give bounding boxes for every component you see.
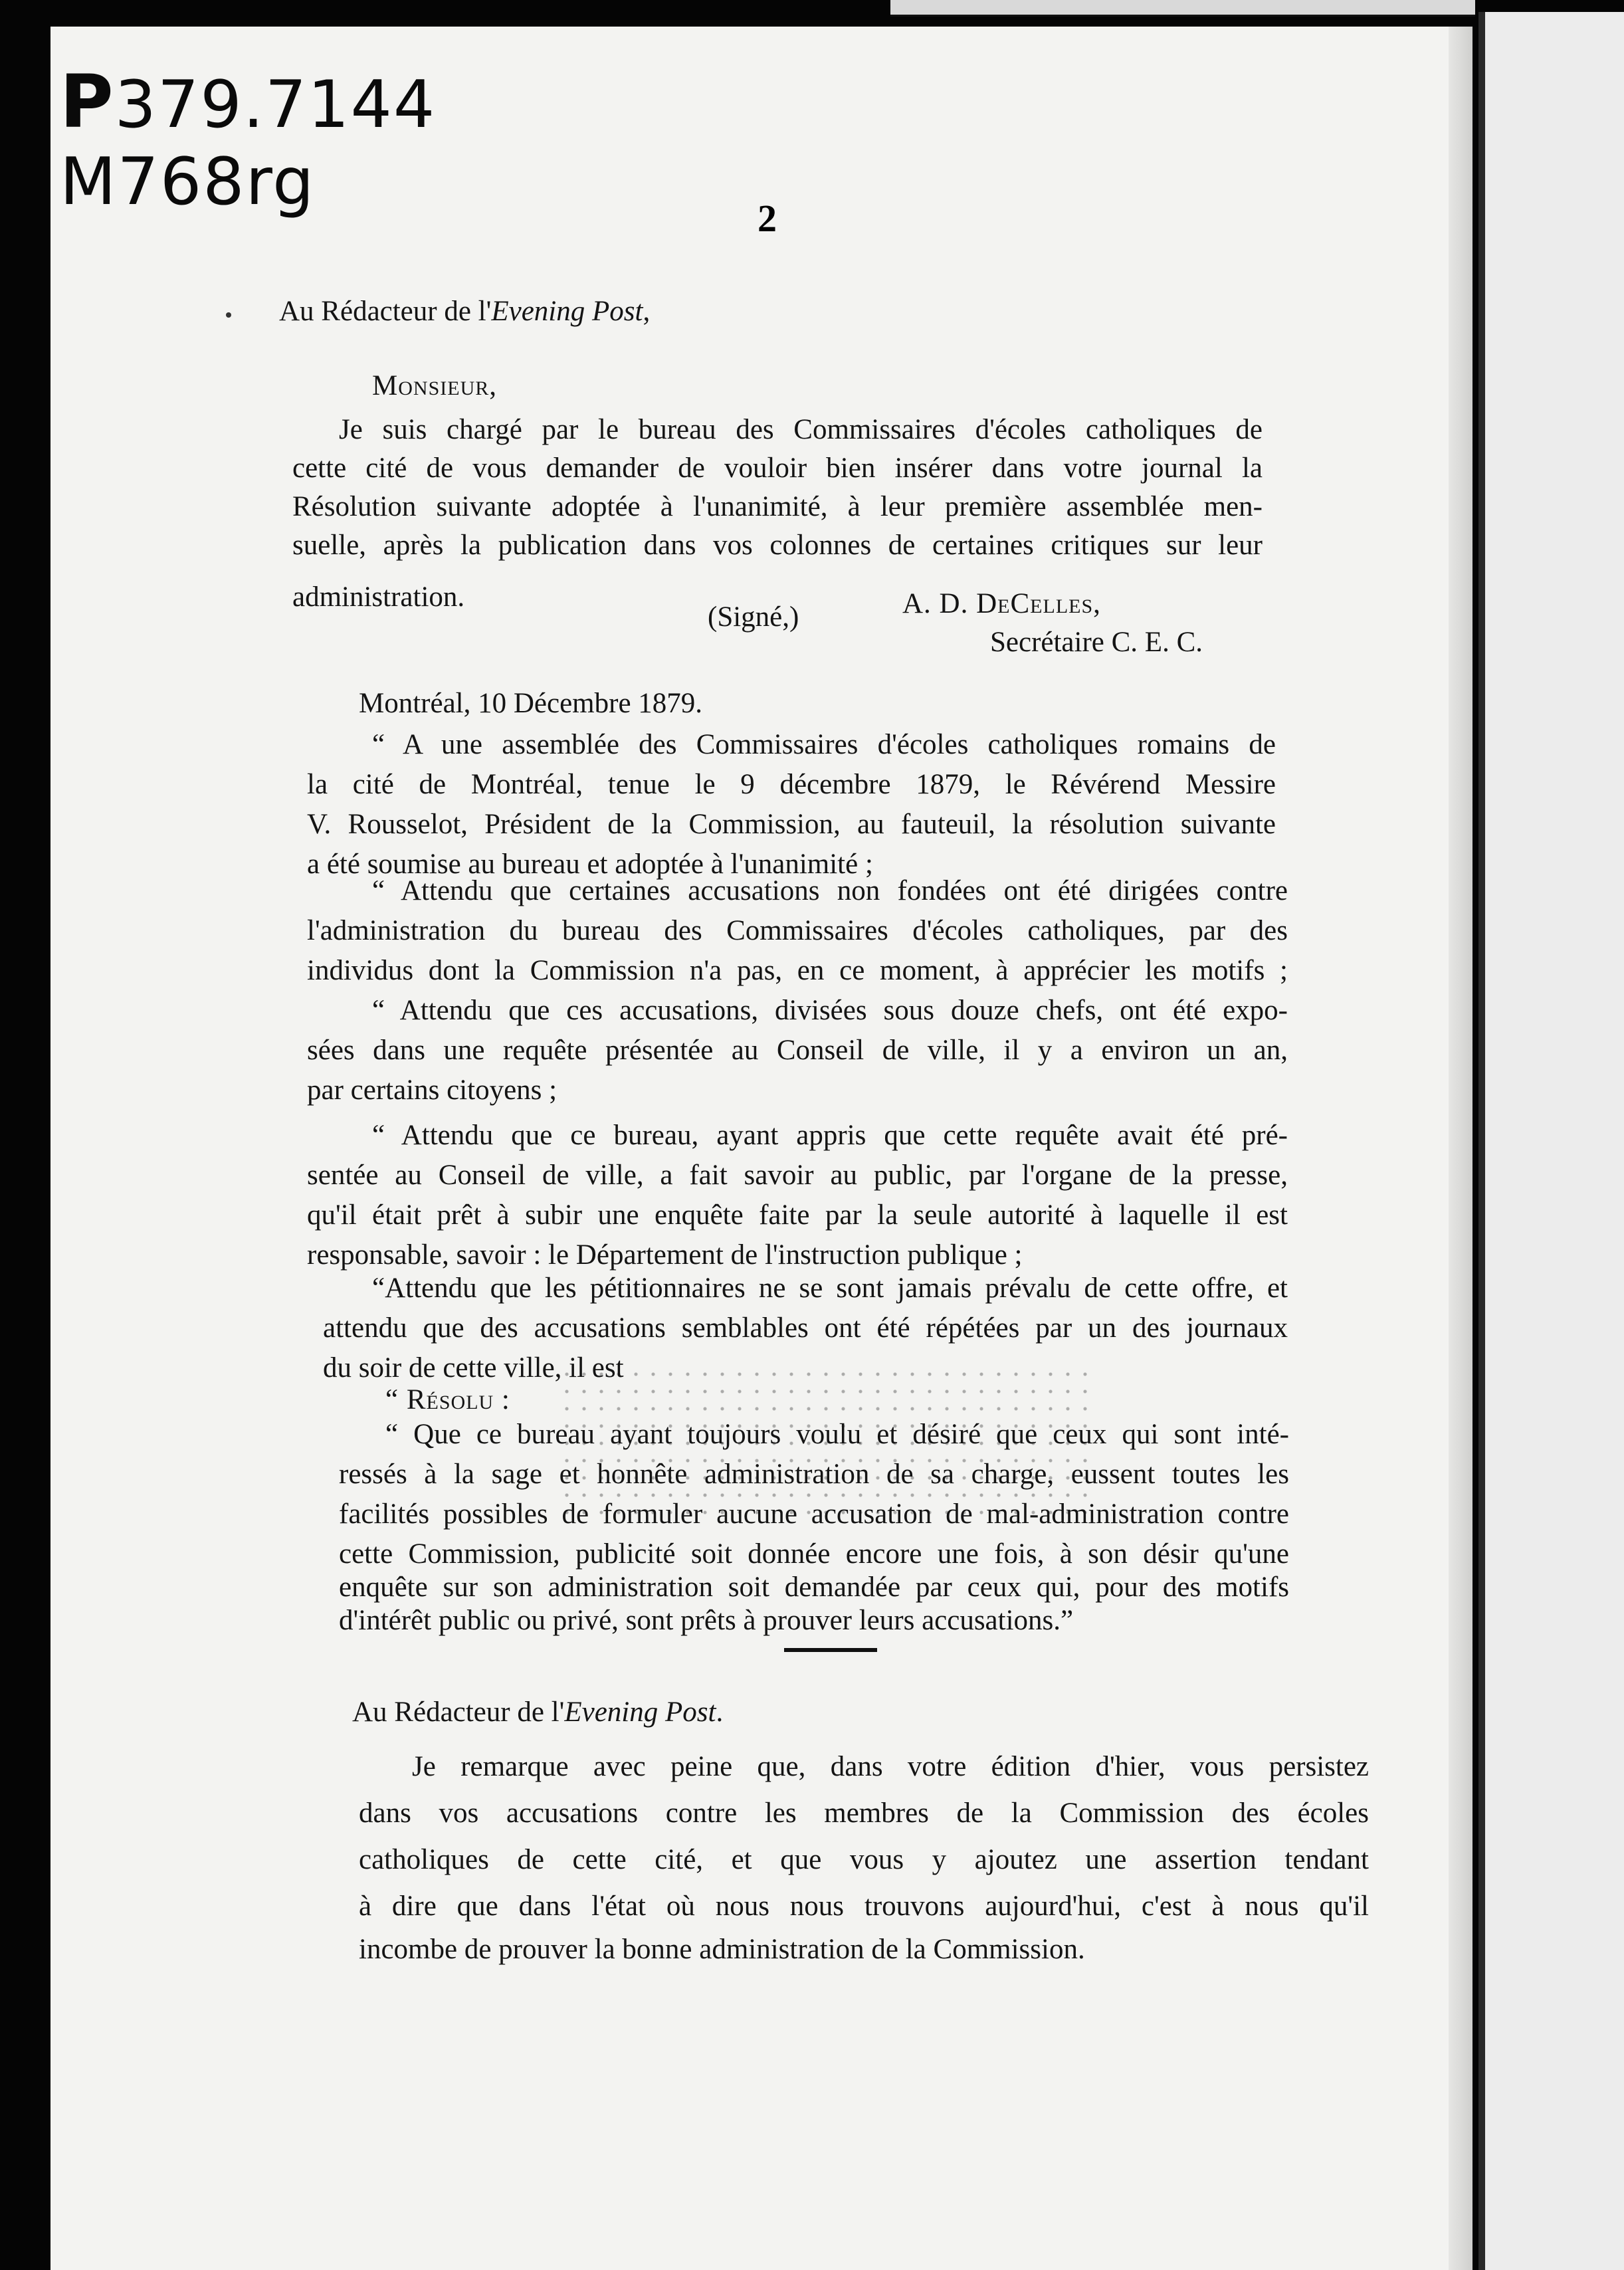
letter1-line: Je suis chargé par le bureau des Commissaires d'écoles catholiques de <box>339 414 1263 445</box>
resolution-line: sées dans une requête présentée au Conseil de ville, il y a environ un an, <box>307 1035 1288 1066</box>
resolution-line: attendu que des accusations semblables ont été répétées par un des journaux <box>323 1312 1288 1344</box>
letter2-line: à dire que dans l'état où nous nous trouvons aujourd'hui, c'est à nous qu'il <box>359 1891 1369 1922</box>
page-edge-shadow <box>1449 27 1472 2270</box>
resolution-line: cette Commission, publicité soit donnée encore une fois, à son désir qu'une <box>339 1538 1289 1570</box>
letter1-line: suelle, après la publication dans vos colonnes de certaines critiques sur leur <box>292 530 1263 561</box>
resolution-line: par certains citoyens ; <box>307 1075 558 1106</box>
call-number-line-1 <box>60 59 437 144</box>
adjacent-page <box>1478 12 1624 2270</box>
resolution-line: ressés à la sage et honnête administration de sa charge, eussent toutes les <box>339 1459 1289 1490</box>
letter2-line: Je remarque avec peine que, dans votre édition d'hier, vous persistez <box>412 1751 1369 1782</box>
dateline: Montréal, 10 Décembre 1879. <box>359 688 703 719</box>
letter1-paper-name: Evening Post <box>491 296 643 327</box>
call-number-class: 379.7144 <box>114 67 437 143</box>
handwritten-call-number <box>60 59 437 221</box>
resolution-line: “ Attendu que certaines accusations non fondées ont été dirigées contre <box>372 875 1288 906</box>
resolution-line: “ Que ce bureau ayant toujours voulu et désiré que ceux qui sont inté- <box>385 1419 1289 1450</box>
page-number: 2 <box>758 197 777 240</box>
resolution-line: individus dont la Commission n'a pas, en ce moment, à apprécier les motifs ; <box>307 955 1288 986</box>
page-fold-shadow <box>1478 12 1485 2270</box>
resolution-line: la cité de Montréal, tenue le 9 décembre 1879, le Révérend Messire <box>307 769 1276 800</box>
ink-speck <box>226 312 231 318</box>
resolution-line: a été soumise au bureau et adoptée à l'unanimité ; <box>307 849 873 880</box>
letter2-address <box>352 1693 723 1732</box>
signature-title: Secrétaire C. E. C. <box>990 627 1203 658</box>
resolution-line: d'intérêt public ou privé, sont prêts à prouver leurs accusations.” <box>339 1605 1074 1636</box>
resolution-line: du soir de cette ville, il est <box>323 1352 624 1384</box>
letter2-line: catholiques de cette cité, et que vous y ajoutez une assertion tendant <box>359 1844 1369 1875</box>
signed-label: (Signé,) <box>708 601 799 633</box>
letter1-address-text: Au Rédacteur de l' <box>279 296 492 327</box>
resolution-line: facilités possibles de formuler aucune accusation de mal-administration contre <box>339 1498 1289 1530</box>
letter1-address <box>279 292 650 331</box>
letter1-line: cette cité de vous demander de vouloir bien insérer dans votre journal la <box>292 453 1263 484</box>
section-divider <box>784 1648 877 1652</box>
letter1-line: Résolution suivante adoptée à l'unanimité, à leur première assemblée men- <box>292 491 1263 522</box>
next-page-top-edge <box>890 0 1475 17</box>
signature-name: A. D. DeCelles, <box>902 588 1101 619</box>
call-number-prefix: P <box>60 59 115 144</box>
resolution-line: sentée au Conseil de ville, a fait savoir au public, par l'organe de la presse, <box>307 1160 1288 1191</box>
letter2-line: dans vos accusations contre les membres de la Commission des écoles <box>359 1798 1369 1829</box>
resolution-line: qu'il était prêt à subir une enquête faite par la seule autorité à laquelle il est <box>307 1199 1288 1231</box>
letter2-address-text: Au Rédacteur de l' <box>352 1697 565 1728</box>
resolu-heading: “ Résolu : <box>385 1384 510 1415</box>
letter1-salutation: Monsieur, <box>372 370 497 401</box>
resolution-line: “ Attendu que ce bureau, ayant appris que cette requête avait été pré- <box>372 1120 1288 1151</box>
resolution-line: responsable, savoir : le Département de l'instruction publique ; <box>307 1239 1023 1271</box>
letter1-line: administration. <box>292 581 465 613</box>
resolution-line: V. Rousselot, Président de la Commission, au fauteuil, la résolution suivante <box>307 809 1276 840</box>
resolution-line: “ A une assemblée des Commissaires d'écoles catholiques romains de <box>372 729 1276 760</box>
resolution-line: l'administration du bureau des Commissaires d'écoles catholiques, par des <box>307 915 1288 946</box>
resolution-line: “Attendu que les pétitionnaires ne se sont jamais prévalu de cette offre, et <box>372 1273 1288 1304</box>
resolution-line: enquête sur son administration soit demandée par ceux qui, pour des motifs <box>339 1572 1289 1603</box>
letter2-address-end: . <box>716 1697 724 1728</box>
letter1-address-end: , <box>643 296 651 327</box>
resolution-line: “ Attendu que ces accusations, divisées sous douze chefs, ont été expo- <box>372 995 1288 1026</box>
letter2-line: incombe de prouver la bonne administration de la Commission. <box>359 1934 1085 1965</box>
letter2-paper-name: Evening Post <box>564 1697 716 1728</box>
call-number-line-2: M768rg <box>60 144 316 220</box>
